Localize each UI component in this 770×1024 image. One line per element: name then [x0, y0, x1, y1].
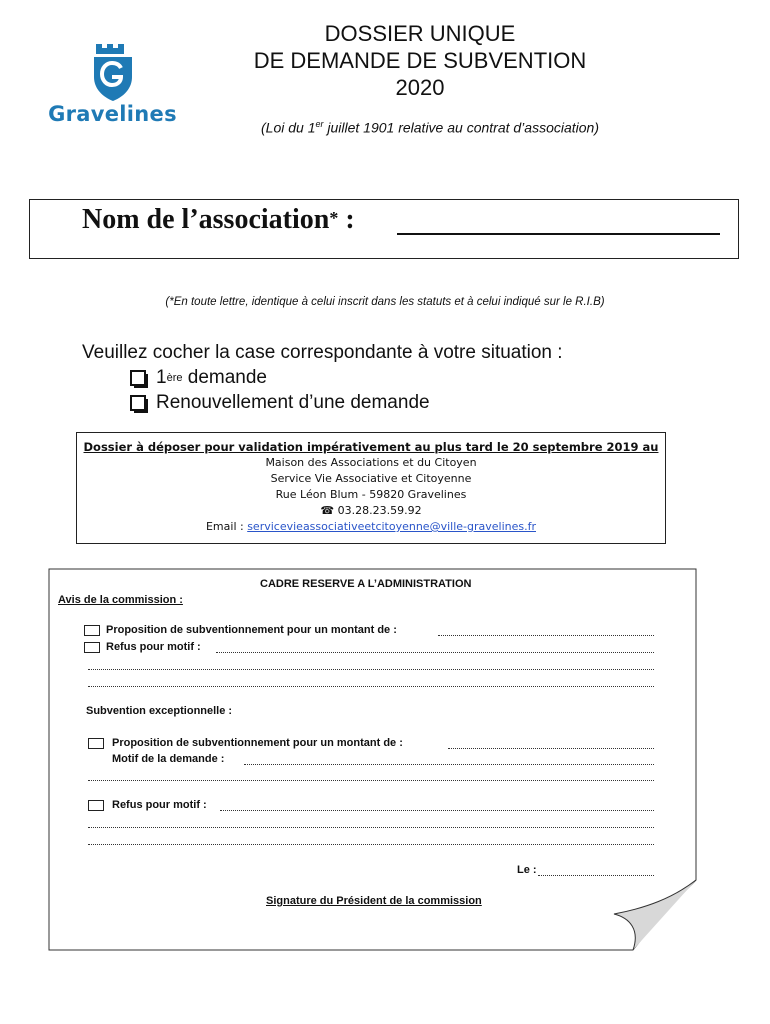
- name-label-text: Nom de l’association: [82, 204, 330, 235]
- exceptionnelle-label: Subvention exceptionnelle :: [86, 705, 233, 717]
- refus-2-field[interactable]: [220, 810, 654, 811]
- deposit-phone: ☎ 03.28.23.59.92: [320, 504, 422, 517]
- castle-g-icon: [40, 38, 185, 102]
- option1-pre: 1: [156, 367, 167, 388]
- association-name-field[interactable]: [397, 233, 720, 235]
- date-field[interactable]: [538, 875, 654, 876]
- checkbox-first-request[interactable]: [130, 370, 146, 386]
- option1-sup: ère: [166, 372, 183, 384]
- proposition-1-label: Proposition de subventionnement pour un montant de :: [106, 624, 397, 636]
- option1-post: demande: [182, 367, 267, 388]
- proposition-2-amount-field[interactable]: [448, 748, 654, 749]
- date-label: Le :: [517, 864, 537, 876]
- document-subtitle: [195, 119, 665, 136]
- title-line-1: DOSSIER UNIQUE: [324, 21, 516, 46]
- deposit-info-box: [76, 432, 666, 544]
- refus-2-label: Refus pour motif :: [112, 799, 207, 811]
- proposition-2-label: Proposition de subventionnement pour un montant de :: [112, 737, 403, 749]
- avis-label: Avis de la commission :: [58, 594, 183, 606]
- deposit-line-2: Service Vie Associative et Citoyenne: [270, 472, 472, 485]
- checkbox-proposition-1[interactable]: [84, 625, 100, 636]
- option2-label: Renouvellement d’une demande: [156, 392, 430, 413]
- situation-prompt: Veuillez cocher la case correspondante à votre situation :: [82, 342, 563, 363]
- signature-label: Signature du Président de la commission: [266, 895, 482, 907]
- motif-line-2[interactable]: [88, 780, 654, 781]
- subtitle-pre: (Loi du 1: [261, 119, 316, 136]
- deposit-line-1: Maison des Associations et du Citoyen: [265, 456, 477, 469]
- name-note: (*En toute lettre, identique à celui inscrit dans les statuts et à celui indiqué sur le R.I.B): [165, 296, 605, 308]
- email-label: Email :: [205, 520, 248, 533]
- subtitle-sup: er: [315, 119, 324, 129]
- checkbox-renewal[interactable]: [130, 395, 146, 411]
- association-name-box: [29, 199, 739, 259]
- admin-title: CADRE RESERVE A L’ADMINISTRATION: [260, 578, 472, 590]
- gravelines-logo: [40, 38, 185, 130]
- admin-reserved-frame: [48, 568, 698, 951]
- refus-2-line-3[interactable]: [88, 844, 654, 845]
- motif-field[interactable]: [244, 764, 654, 765]
- refus-1-label: Refus pour motif :: [106, 641, 201, 653]
- subtitle-post: juillet 1901 relative au contrat d’association): [323, 119, 599, 136]
- refus-1-line-2[interactable]: [88, 669, 654, 670]
- refus-1-field[interactable]: [216, 652, 654, 653]
- title-line-2: DE DEMANDE DE SUBVENTION: [253, 48, 587, 73]
- document-title: [200, 20, 640, 101]
- refus-2-line-2[interactable]: [88, 827, 654, 828]
- deposit-heading: Dossier à déposer pour validation impérativement au plus tard le 20 septembre 2019 au: [83, 440, 659, 454]
- motif-label: Motif de la demande :: [112, 753, 225, 765]
- deposit-line-3: Rue Léon Blum - 59820 Gravelines: [275, 488, 467, 501]
- option-first-request[interactable]: [130, 367, 267, 389]
- checkbox-refus-2[interactable]: [88, 800, 104, 811]
- deposit-email-row: [77, 519, 665, 535]
- name-label-star: *: [329, 208, 339, 228]
- refus-1-line-3[interactable]: [88, 686, 654, 687]
- checkbox-proposition-2[interactable]: [88, 738, 104, 749]
- email-link[interactable]: servicevieassociativeetcitoyenne@ville-gravelines.fr: [247, 520, 536, 533]
- option-renewal[interactable]: [130, 392, 430, 414]
- checkbox-refus-1[interactable]: [84, 642, 100, 653]
- title-line-3: 2020: [395, 75, 445, 100]
- proposition-1-amount-field[interactable]: [438, 635, 654, 636]
- name-label-colon: :: [338, 204, 355, 235]
- logo-wordmark: Gravelines: [48, 102, 177, 126]
- association-name-label: [82, 204, 355, 236]
